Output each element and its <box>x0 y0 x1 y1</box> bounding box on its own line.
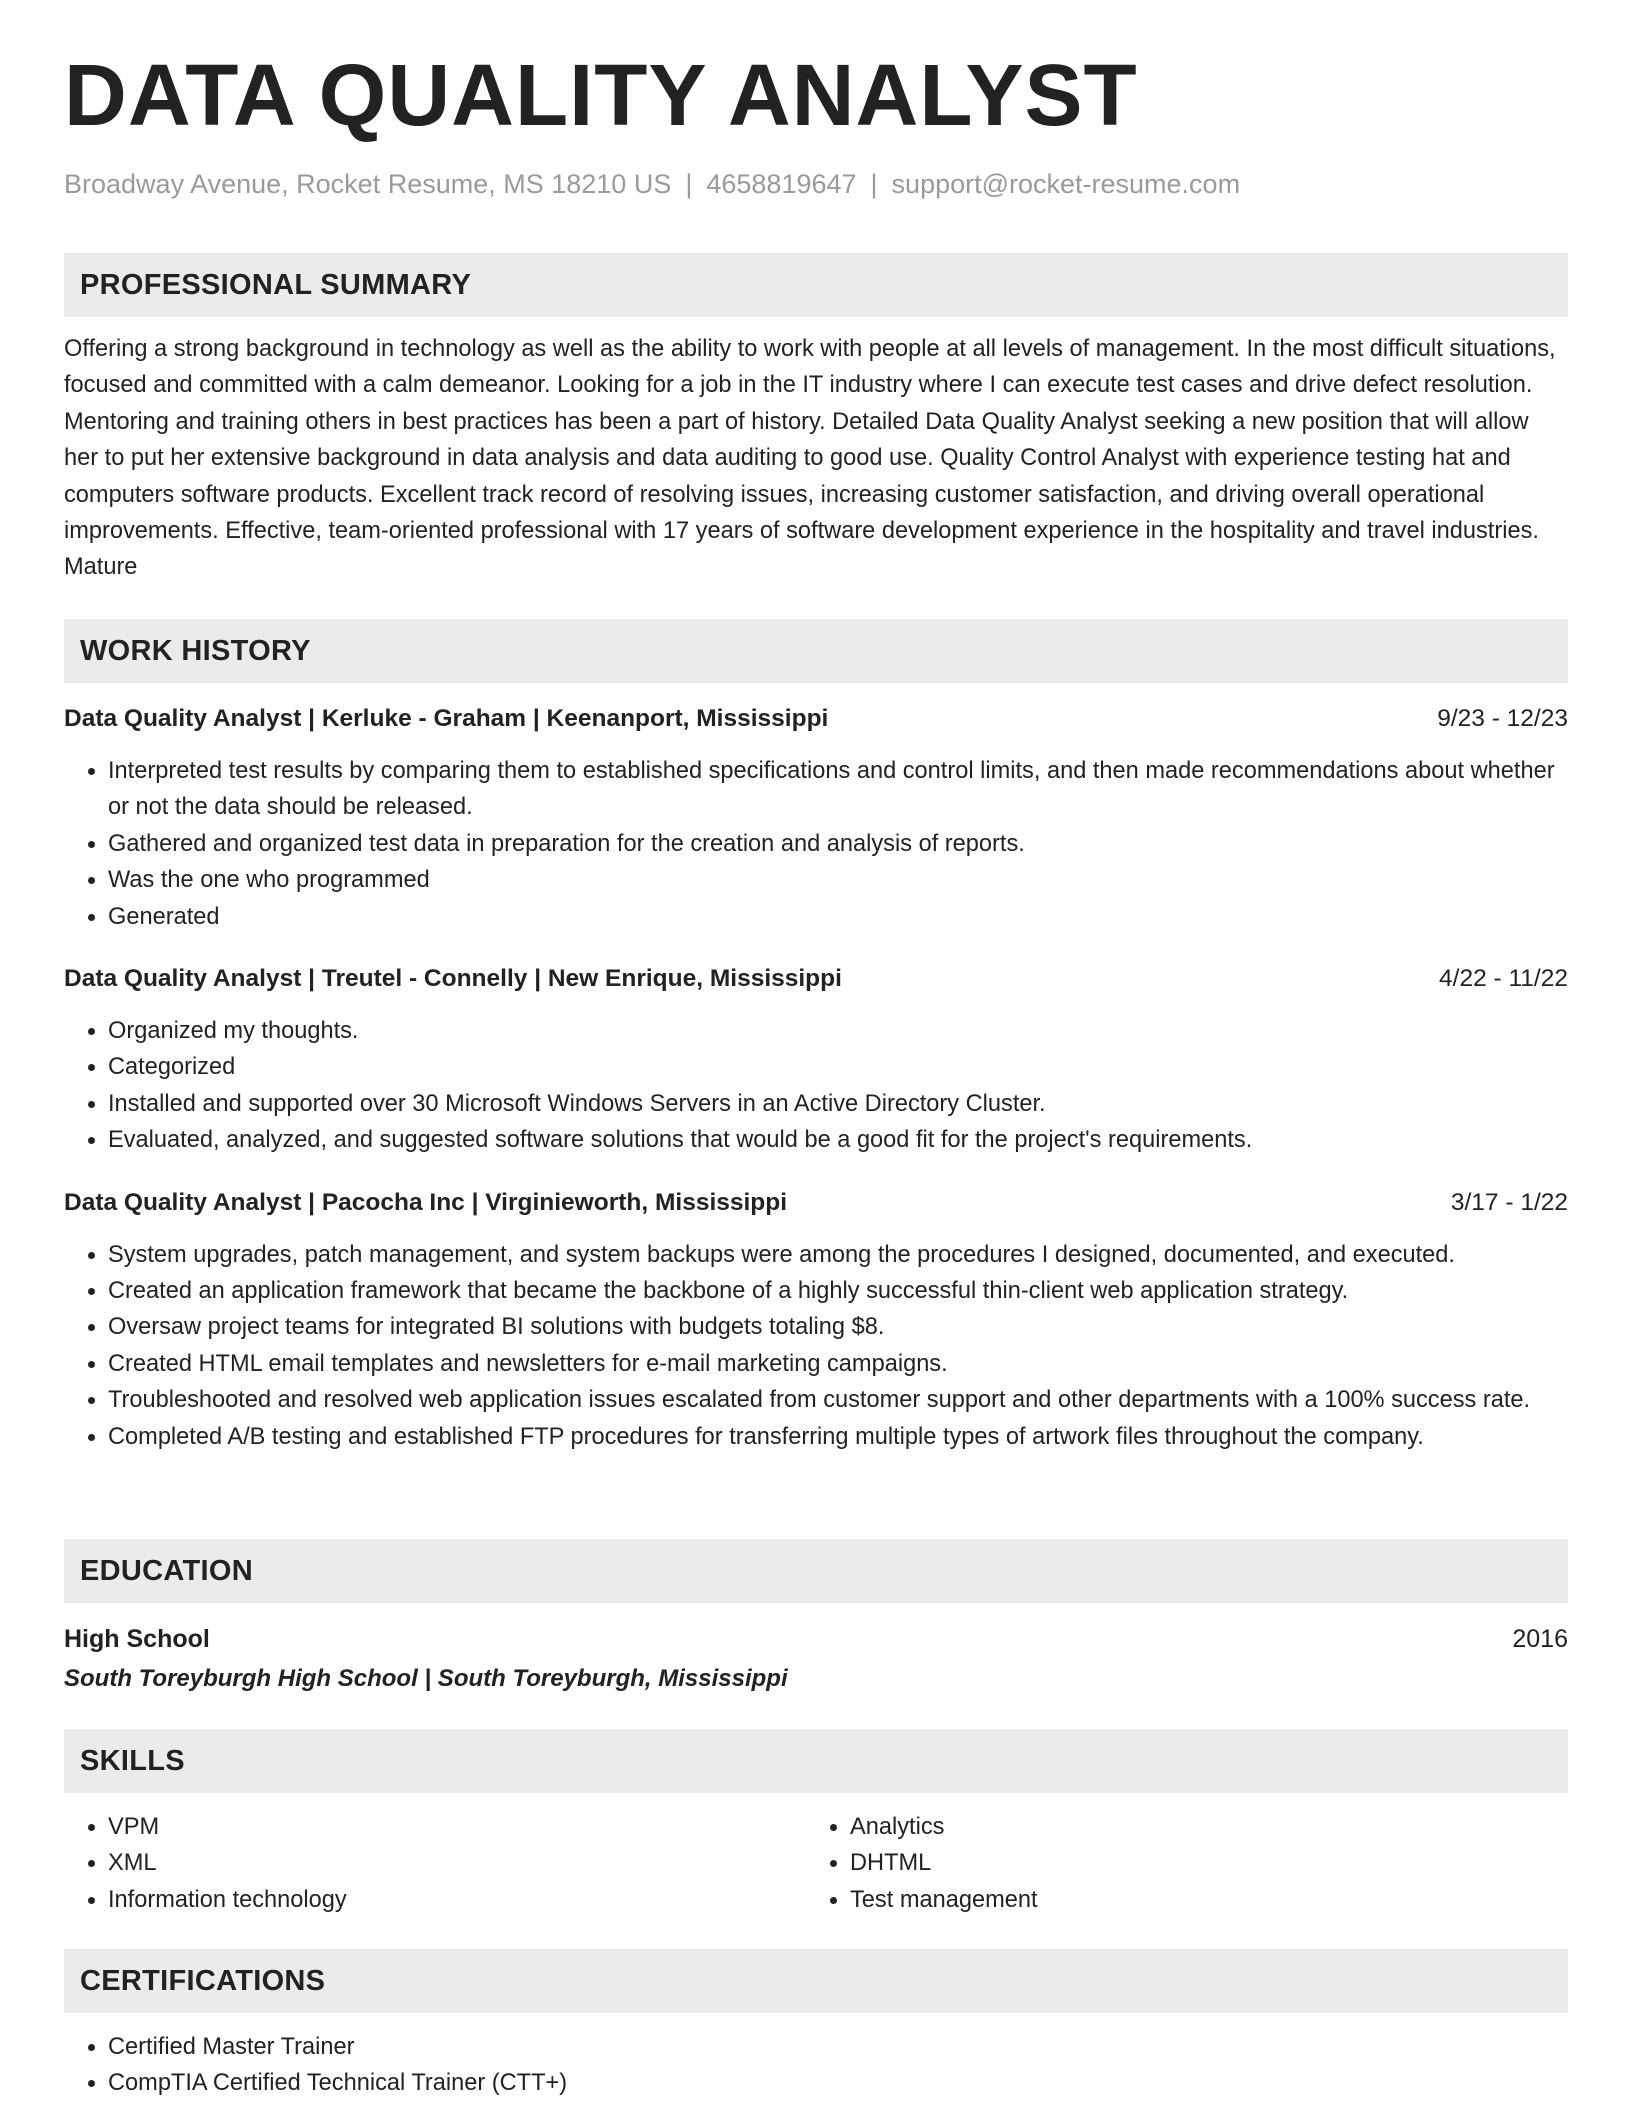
contact-address: Broadway Avenue, Rocket Resume, MS 18210 US <box>64 169 672 199</box>
education-degree: High School <box>64 1625 210 1653</box>
list-item: • Installed and supported over 30 Microsoft Windows Servers in an Active Directory Cluster. <box>108 1086 1568 1122</box>
job-bullets <box>64 1013 1568 1159</box>
job-title: Data Quality Analyst | Pacocha Inc | Virginieworth, Mississippi <box>64 1188 788 1216</box>
contact-email: support@rocket-resume.com <box>891 169 1241 199</box>
list-item: • Gathered and organized test data in preparation for the creation and analysis of reports. <box>108 826 1568 862</box>
job-list <box>64 701 1568 1455</box>
list-item: • DHTML <box>850 1845 1548 1881</box>
education-section <box>64 1539 1568 1697</box>
list-item: • Created HTML email templates and newsletters for e-mail marketing campaigns. <box>108 1346 1568 1382</box>
certifications-section <box>64 1949 1568 2102</box>
job-dates: 9/23 - 12/23 <box>1437 705 1568 732</box>
job-bullets <box>64 1237 1568 1455</box>
education-entry <box>64 1621 1568 1697</box>
job-dates: 4/22 - 11/22 <box>1439 965 1568 993</box>
skills-section <box>64 1729 1568 1918</box>
list-item: • System upgrades, patch management, and system backups were among the procedures I designed, documented, and executed. <box>108 1237 1568 1273</box>
education-school: South Toreyburgh High School | South Toreyburgh, Mississippi <box>64 1665 788 1692</box>
contact-separator: | <box>685 169 693 199</box>
list-item: • Interpreted test results by comparing them to established specifications and control limits, and then made recommendations about whether or not the data should be released. <box>108 753 1568 826</box>
list-item: • Oversaw project teams for integrated BI solutions with budgets totaling $8. <box>108 1309 1568 1345</box>
list-item: • Was the one who programmed <box>108 862 1568 898</box>
job-entry <box>64 701 1568 935</box>
summary-section <box>64 253 1568 586</box>
list-item: • Generated <box>108 899 1568 935</box>
work-history-section <box>64 619 1568 1455</box>
job-entry <box>64 1185 1568 1455</box>
list-item: • Test management <box>850 1882 1548 1918</box>
list-item: • Certified Master Trainer <box>108 2029 1568 2065</box>
section-heading: CERTIFICATIONS <box>64 1949 1568 2013</box>
skills-list-right <box>806 1809 1548 1918</box>
summary-text: Offering a strong background in technology as well as the ability to work with people at all levels of management. In the most difficult situations, focused and committed with a calm demeanor. Looking for a job in the IT industry where I can execute test cases and drive defect resolution. Mentoring and training others in best practices has been a part of history. Detailed Data Quality Analyst seeking a new position that will allow her to put her extensive background in data analysis and data auditing to good use. Quality Control Analyst with experience testing hat and computers software products. Excellent track record of resolving issues, increasing customer satisfaction, and driving overall operational improvements. Effective, team-oriented professional with 17 years of software development experience in the hospitality and travel industries. Mature <box>64 336 1556 581</box>
list-item: • Categorized <box>108 1049 1568 1085</box>
skills-columns <box>64 1809 1568 1918</box>
section-heading: EDUCATION <box>64 1539 1568 1603</box>
list-item: • Evaluated, analyzed, and suggested software solutions that would be a good fit for the project's requirements. <box>108 1122 1568 1158</box>
list-item: • Completed A/B testing and established FTP procedures for transferring multiple types of artwork files throughout the company. <box>108 1419 1568 1455</box>
list-item: • Organized my thoughts. <box>108 1013 1568 1049</box>
job-bullets <box>64 753 1568 935</box>
contact-line <box>64 166 1240 202</box>
education-year: 2016 <box>1512 1625 1568 1653</box>
list-item: • CompTIA Certified Technical Trainer (CTT+) <box>108 2065 1568 2101</box>
contact-separator: | <box>870 169 878 199</box>
list-item: • Analytics <box>850 1809 1548 1845</box>
list-item: • XML <box>108 1845 806 1881</box>
list-item: • VPM <box>108 1809 806 1845</box>
list-item: • Information technology <box>108 1882 806 1918</box>
certifications-list <box>64 2029 1568 2102</box>
job-title: Data Quality Analyst | Kerluke - Graham | Keenanport, Mississippi <box>64 705 829 732</box>
job-title: Data Quality Analyst | Treutel - Connelly | New Enrique, Mississippi <box>64 965 842 993</box>
job-entry <box>64 961 1568 1159</box>
section-heading: PROFESSIONAL SUMMARY <box>64 253 1568 317</box>
section-heading: SKILLS <box>64 1729 1568 1793</box>
list-item: • Created an application framework that became the backbone of a highly successful thin-client web application strategy. <box>108 1273 1568 1309</box>
skills-list-left <box>64 1809 806 1918</box>
job-dates: 3/17 - 1/22 <box>1450 1188 1568 1216</box>
list-item: • Troubleshooted and resolved web application issues escalated from customer support and other departments with a 100% success rate. <box>108 1382 1568 1418</box>
candidate-name: DATA QUALITY ANALYST <box>64 47 1138 144</box>
contact-phone: 4658819647 <box>706 169 857 199</box>
section-heading: WORK HISTORY <box>64 619 1568 683</box>
